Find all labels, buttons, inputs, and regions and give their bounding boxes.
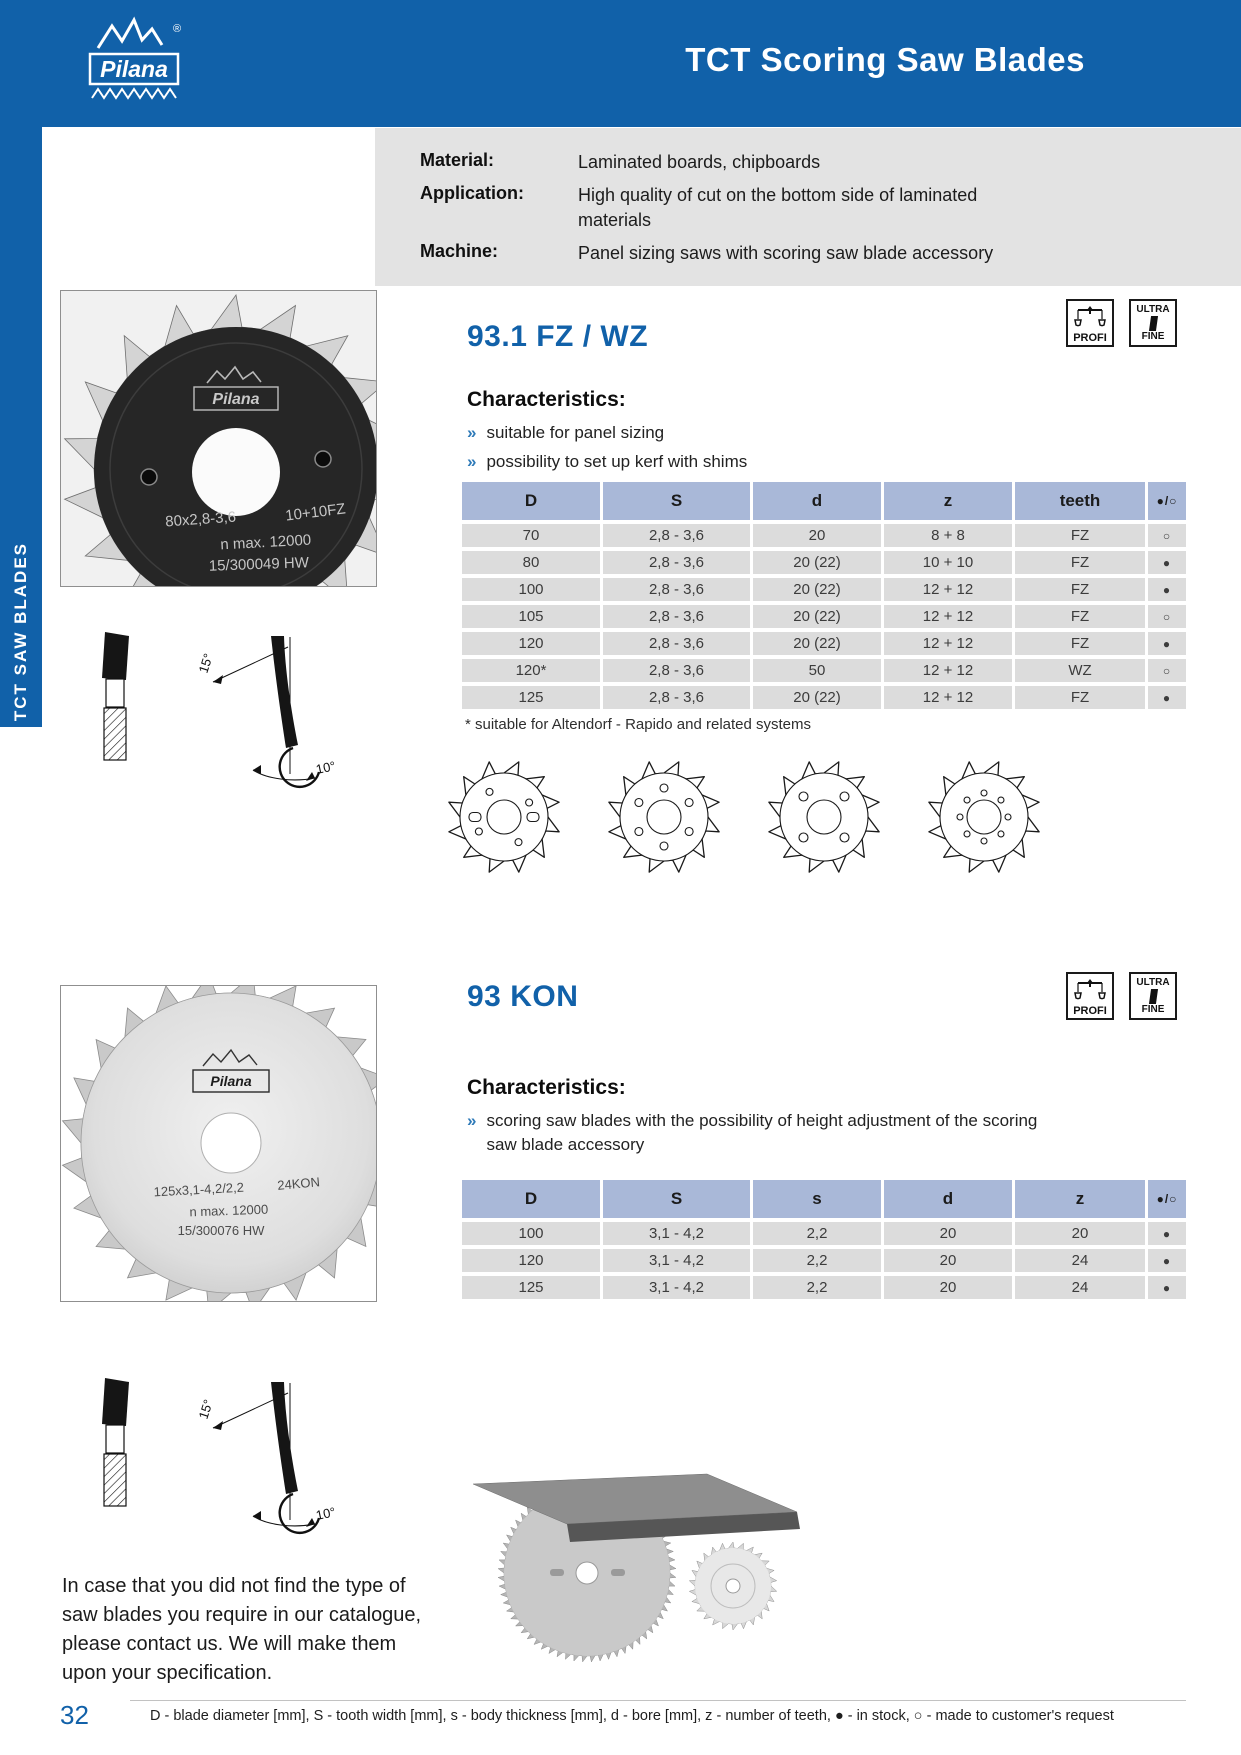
info-row-machine [420, 241, 1241, 266]
spec-cell: 2,8 - 3,6 [603, 686, 750, 709]
sidebar-tab [0, 127, 42, 727]
characteristic-item [467, 421, 747, 445]
stock-dot-cell: ○ [1148, 605, 1186, 628]
blade-spec-text: 80x2,8-3,6 [164, 508, 237, 531]
spec-header-cell: d [753, 482, 881, 520]
blade-serial-text: 15/300076 HW [177, 1223, 265, 1238]
characteristics-heading: Characteristics: [467, 1076, 626, 1099]
logo-wordmark: Pilana [100, 56, 168, 82]
angle-label-15: 15° [195, 651, 216, 675]
spec-cell: 125 [462, 686, 600, 709]
table-footnote: * suitable for Altendorf - Rapido and related systems [465, 716, 812, 733]
spec-cell: 12 + 12 [884, 686, 1012, 709]
info-box [375, 128, 1241, 286]
spec-cell: 20 [753, 524, 881, 547]
spec-cell: 3,1 - 4,2 [603, 1276, 750, 1299]
spec-cell: FZ [1015, 632, 1145, 655]
spec-cell: 2,2 [753, 1222, 881, 1245]
spec-cell: 20 (22) [753, 686, 881, 709]
spec-header-cell: D [462, 482, 600, 520]
info-label: Machine: [420, 241, 499, 261]
spec-header-cell: z [1015, 1180, 1145, 1218]
spec-cell: 2,8 - 3,6 [603, 632, 750, 655]
footer-legend: D - blade diameter [mm], S - tooth width [mm], s - body thickness [mm], d - bore [mm], z - number of teeth, ● - in stock, ○ - made to customer's request [150, 1708, 1114, 1724]
characteristics-heading: Characteristics: [467, 388, 626, 411]
product-photo-93-1 [60, 290, 377, 587]
tooth-geometry-diagram-2 [85, 1368, 345, 1563]
spec-header-cell: z [884, 482, 1012, 520]
stock-dot-cell: ● [1148, 578, 1186, 601]
spec-cell: 20 (22) [753, 605, 881, 628]
stock-dot-cell: ● [1148, 686, 1186, 709]
section-title-93-kon: 93 KON [467, 980, 579, 1013]
characteristic-text: suitable for panel sizing [486, 423, 665, 442]
spec-cell: 12 + 12 [884, 605, 1012, 628]
characteristics-93-kon [467, 1076, 1117, 1162]
spec-cell: 105 [462, 605, 600, 628]
spec-cell: 2,8 - 3,6 [603, 578, 750, 601]
spec-cell: 125 [462, 1276, 600, 1299]
spec-cell: 100 [462, 1222, 600, 1245]
info-value: High quality of cut on the bottom side of laminated materials [578, 185, 978, 230]
tooth-geometry-diagram-1 [85, 622, 345, 817]
contact-note: In case that you did not find the type of saw blades you require in our catalogue, please contact us. We will make them upon your specification. [62, 1575, 422, 1684]
profi-badge-label: PROFI [1073, 332, 1107, 344]
spec-cell: 2,8 - 3,6 [603, 524, 750, 547]
spec-cell: 2,2 [753, 1249, 881, 1272]
spec-header-cell: ●/○ [1148, 482, 1186, 520]
characteristic-text: scoring saw blades with the possibility of height adjustment of the scoring saw blade accessory [486, 1111, 1038, 1154]
spec-header-cell: S [603, 1180, 750, 1218]
spec-cell: 20 [884, 1249, 1012, 1272]
stock-dot-cell: ● [1148, 1222, 1186, 1245]
spec-table-93-1 [462, 482, 1186, 709]
blade-code-text: 24KON [276, 1174, 321, 1193]
pilana-logo-graphic [84, 10, 188, 114]
blade-drawing-eight-holes [925, 758, 1043, 876]
info-label: Application: [420, 183, 524, 203]
blade-spec-text: 125x3,1-4,2/2,2 [153, 1179, 245, 1200]
spec-cell: 20 [1015, 1222, 1145, 1245]
spec-cell: 12 + 12 [884, 578, 1012, 601]
angle-label-15: 15° [195, 1397, 216, 1421]
spec-cell: 100 [462, 578, 600, 601]
characteristics-93-1 [467, 388, 747, 479]
characteristic-text: possibility to set up kerf with shims [486, 452, 748, 471]
product-photo-93-kon [60, 985, 377, 1302]
spec-cell: 20 (22) [753, 551, 881, 574]
spec-cell: 3,1 - 4,2 [603, 1249, 750, 1272]
blade-icon [1148, 316, 1157, 331]
machine-application-figure [455, 1468, 810, 1668]
blade-logo-text: Pilana [210, 1073, 252, 1089]
blade-serial-text: 15/300049 HW [208, 554, 310, 575]
spec-header-cell: D [462, 1180, 600, 1218]
stock-dot-cell: ● [1148, 1249, 1186, 1272]
info-row-material [420, 150, 1241, 175]
section-title-93-1: 93.1 FZ / WZ [467, 320, 649, 353]
spec-cell: 120* [462, 659, 600, 682]
spec-header-cell: S [603, 482, 750, 520]
sidebar-label: TCT SAW BLADES [11, 541, 30, 721]
badge-group-1 [1066, 299, 1177, 347]
blade-rpm-text: n max. 12000 [219, 531, 312, 554]
spec-cell: 120 [462, 1249, 600, 1272]
blade-variant-drawings [445, 758, 1043, 876]
spec-cell: 24 [1015, 1249, 1145, 1272]
spec-cell: WZ [1015, 659, 1145, 682]
profi-badge [1066, 299, 1114, 347]
header-bar [0, 0, 1241, 127]
spec-cell: FZ [1015, 686, 1145, 709]
spec-cell: 2,8 - 3,6 [603, 551, 750, 574]
blade-logo-text: Pilana [212, 391, 260, 408]
spec-header-cell: d [884, 1180, 1012, 1218]
angle-label-10: 10° [314, 1504, 337, 1523]
spec-table-93-kon [462, 1180, 1186, 1299]
scales-icon [1074, 304, 1106, 332]
spec-cell: 24 [1015, 1276, 1145, 1299]
fine-label: FINE [1141, 331, 1165, 342]
ultra-fine-badge [1129, 299, 1177, 347]
ultra-label: ULTRA [1136, 304, 1170, 315]
scoring-blade-photo-2 [61, 986, 376, 1301]
page-number: 32 [60, 1700, 89, 1730]
spec-header-cell: teeth [1015, 482, 1145, 520]
spec-cell: 70 [462, 524, 600, 547]
spec-cell: 20 (22) [753, 578, 881, 601]
scales-icon [1074, 977, 1106, 1005]
scoring-blade-photo-1 [61, 291, 376, 586]
badge-group-2 [1066, 972, 1177, 1020]
spec-cell: 3,1 - 4,2 [603, 1222, 750, 1245]
spec-cell: 20 (22) [753, 632, 881, 655]
characteristic-item [467, 1109, 1117, 1157]
bullet-marker: » [467, 452, 477, 471]
pilana-logo [84, 10, 188, 116]
stock-dot-cell: ● [1148, 632, 1186, 655]
spec-cell: 80 [462, 551, 600, 574]
blade-drawing-six-holes [605, 758, 723, 876]
spec-cell: 2,8 - 3,6 [603, 605, 750, 628]
angle-label-10: 10° [314, 758, 337, 777]
stock-dot-cell: ○ [1148, 659, 1186, 682]
ultra-label: ULTRA [1136, 977, 1170, 988]
spec-cell: 8 + 8 [884, 524, 1012, 547]
spec-cell: 10 + 10 [884, 551, 1012, 574]
spec-cell: 20 [884, 1276, 1012, 1299]
stock-dot-cell: ● [1148, 1276, 1186, 1299]
spec-header-cell: s [753, 1180, 881, 1218]
spec-cell: FZ [1015, 551, 1145, 574]
blade-drawing-four-holes [765, 758, 883, 876]
bullet-marker: » [467, 1111, 477, 1130]
bullet-marker: » [467, 423, 477, 442]
info-value: Laminated boards, chipboards [578, 152, 821, 172]
stock-dot-cell: ● [1148, 551, 1186, 574]
info-row-application [420, 183, 1241, 233]
profi-badge [1066, 972, 1114, 1020]
page-title: TCT Scoring Saw Blades [685, 41, 1085, 78]
info-label: Material: [420, 150, 495, 170]
stock-dot-cell: ○ [1148, 524, 1186, 547]
spec-cell: 50 [753, 659, 881, 682]
spec-cell: FZ [1015, 578, 1145, 601]
spec-cell: 2,2 [753, 1276, 881, 1299]
spec-cell: 120 [462, 632, 600, 655]
spec-cell: 12 + 12 [884, 632, 1012, 655]
blade-drawing-slots [445, 758, 563, 876]
blade-icon [1148, 989, 1157, 1004]
spec-cell: 20 [884, 1222, 1012, 1245]
profi-badge-label: PROFI [1073, 1005, 1107, 1017]
characteristic-item [467, 450, 747, 474]
blade-rpm-text: n max. 12000 [189, 1201, 269, 1220]
fine-label: FINE [1141, 1004, 1165, 1015]
spec-header-cell: ●/○ [1148, 1180, 1186, 1218]
blade-code-text: 10+10FZ [284, 500, 347, 525]
spec-cell: 12 + 12 [884, 659, 1012, 682]
spec-cell: FZ [1015, 605, 1145, 628]
ultra-fine-badge [1129, 972, 1177, 1020]
spec-cell: 2,8 - 3,6 [603, 659, 750, 682]
spec-cell: FZ [1015, 524, 1145, 547]
info-value: Panel sizing saws with scoring saw blade accessory [578, 243, 994, 263]
footer-divider [130, 1700, 1186, 1701]
registered-mark: ® [172, 23, 182, 35]
